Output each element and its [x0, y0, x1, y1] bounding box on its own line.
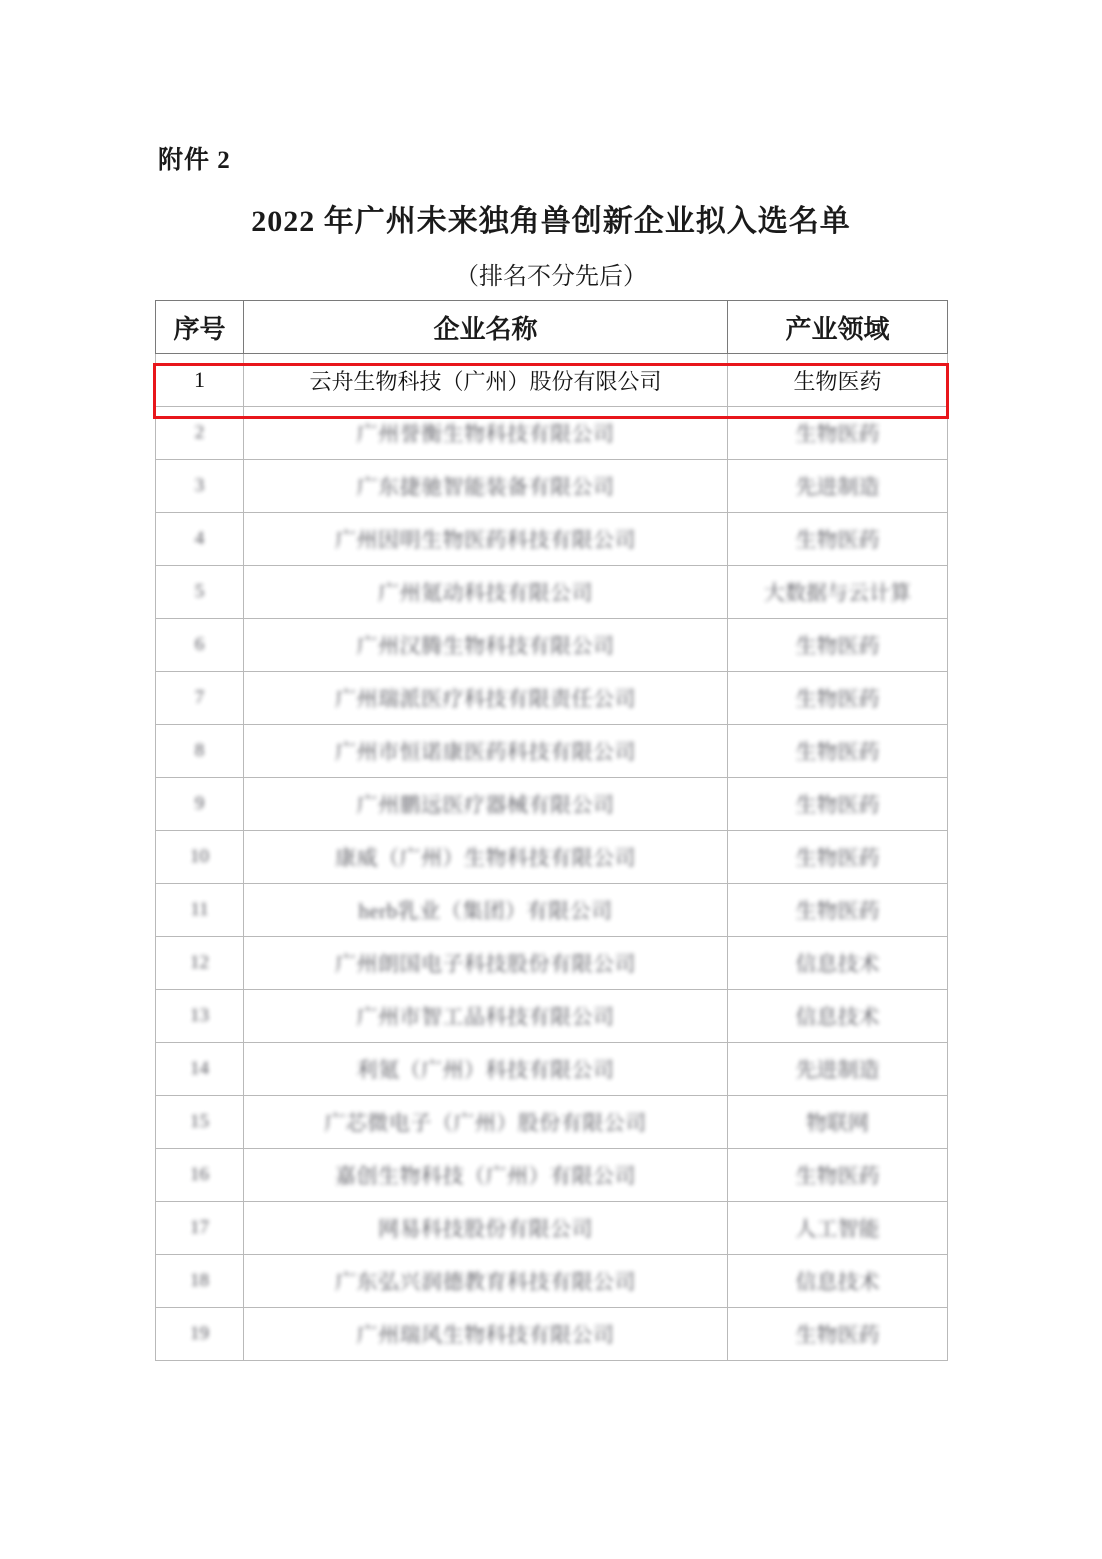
cell-no: 15: [156, 1096, 244, 1149]
cell-no: 17: [156, 1202, 244, 1255]
cell-no: 1: [156, 354, 244, 407]
cell-industry-field: 生物医药: [728, 513, 948, 566]
cell-no: 4: [156, 513, 244, 566]
cell-industry-field: 生物医药: [728, 831, 948, 884]
page-title: 2022 年广州未来独角兽创新企业拟入选名单: [251, 205, 851, 238]
cell-no: 14: [156, 1043, 244, 1096]
table-row: [156, 1255, 948, 1308]
cell-company-name: 康威（广州）生物科技有限公司: [244, 831, 728, 884]
cell-industry-field: 生物医药: [728, 1149, 948, 1202]
cell-industry-field: 先进制造: [728, 460, 948, 513]
cell-no: 18: [156, 1255, 244, 1308]
cell-company-name: 广州氪动科技有限公司: [244, 566, 728, 619]
cell-company-name: herb乳业（集团）有限公司: [244, 884, 728, 937]
cell-industry-field: 信息技术: [728, 1255, 948, 1308]
cell-industry-field: 生物医药: [728, 778, 948, 831]
cell-industry-field: 大数据与云计算: [728, 566, 948, 619]
cell-no: 11: [156, 884, 244, 937]
cell-company-name: 云舟生物科技（广州）股份有限公司: [244, 354, 728, 407]
cell-no: 9: [156, 778, 244, 831]
cell-company-name: 广州市智工品科技有限公司: [244, 990, 728, 1043]
column-header-field: 产业领域: [728, 301, 948, 354]
table-row: [156, 566, 948, 619]
table-row: [156, 354, 948, 407]
table-row: [156, 1043, 948, 1096]
table-row: [156, 460, 948, 513]
cell-no: 12: [156, 937, 244, 990]
table-row: [156, 778, 948, 831]
cell-company-name: 利氪（广州）科技有限公司: [244, 1043, 728, 1096]
cell-company-name: 广东捷驰智能装备有限公司: [244, 460, 728, 513]
cell-company-name: 广州誉衡生物科技有限公司: [244, 407, 728, 460]
cell-no: 3: [156, 460, 244, 513]
cell-no: 2: [156, 407, 244, 460]
table-row: [156, 513, 948, 566]
cell-no: 6: [156, 619, 244, 672]
table-row: [156, 725, 948, 778]
cell-no: 13: [156, 990, 244, 1043]
cell-no: 5: [156, 566, 244, 619]
cell-no: 19: [156, 1308, 244, 1361]
cell-industry-field: 物联网: [728, 1096, 948, 1149]
table-row: [156, 831, 948, 884]
table-row: [156, 1202, 948, 1255]
cell-company-name: 广州瑞派医疗科技有限责任公司: [244, 672, 728, 725]
table-row: [156, 937, 948, 990]
cell-industry-field: 生物医药: [728, 619, 948, 672]
cell-no: 7: [156, 672, 244, 725]
table-row: [156, 1308, 948, 1361]
cell-company-name: 广州朗国电子科技股份有限公司: [244, 937, 728, 990]
cell-industry-field: 生物医药: [728, 1308, 948, 1361]
cell-industry-field: 生物医药: [728, 672, 948, 725]
table-row: [156, 407, 948, 460]
column-header-name: 企业名称: [244, 301, 728, 354]
cell-company-name: 广东弘兴润德教育科技有限公司: [244, 1255, 728, 1308]
table-row: [156, 672, 948, 725]
table-body: [156, 354, 948, 1361]
attachment-label: 附件 2: [158, 147, 231, 174]
cell-company-name: 广州因明生物医药科技有限公司: [244, 513, 728, 566]
cell-industry-field: 信息技术: [728, 937, 948, 990]
cell-industry-field: 先进制造: [728, 1043, 948, 1096]
cell-industry-field: 信息技术: [728, 990, 948, 1043]
company-list-table: [155, 300, 948, 1361]
cell-company-name: 广州汉腾生物科技有限公司: [244, 619, 728, 672]
table-row: [156, 884, 948, 937]
cell-no: 10: [156, 831, 244, 884]
cell-industry-field: 生物医药: [728, 884, 948, 937]
cell-company-name: 广州市恒诺康医药科技有限公司: [244, 725, 728, 778]
column-header-no: 序号: [156, 301, 244, 354]
cell-company-name: 广州瑞风生物科技有限公司: [244, 1308, 728, 1361]
cell-industry-field: 生物医药: [728, 354, 948, 407]
page-subtitle: （排名不分先后）: [455, 264, 647, 290]
table-row: [156, 990, 948, 1043]
cell-company-name: 广州鹏远医疗器械有限公司: [244, 778, 728, 831]
table-row: [156, 1149, 948, 1202]
cell-industry-field: 生物医药: [728, 725, 948, 778]
cell-company-name: 广芯微电子（广州）股份有限公司: [244, 1096, 728, 1149]
cell-company-name: 嘉创生物科技（广州）有限公司: [244, 1149, 728, 1202]
table-header-row: [156, 301, 948, 354]
table-row: [156, 619, 948, 672]
cell-industry-field: 人工智能: [728, 1202, 948, 1255]
cell-industry-field: 生物医药: [728, 407, 948, 460]
cell-no: 8: [156, 725, 244, 778]
table-row: [156, 1096, 948, 1149]
cell-no: 16: [156, 1149, 244, 1202]
cell-company-name: 网易科技股份有限公司: [244, 1202, 728, 1255]
